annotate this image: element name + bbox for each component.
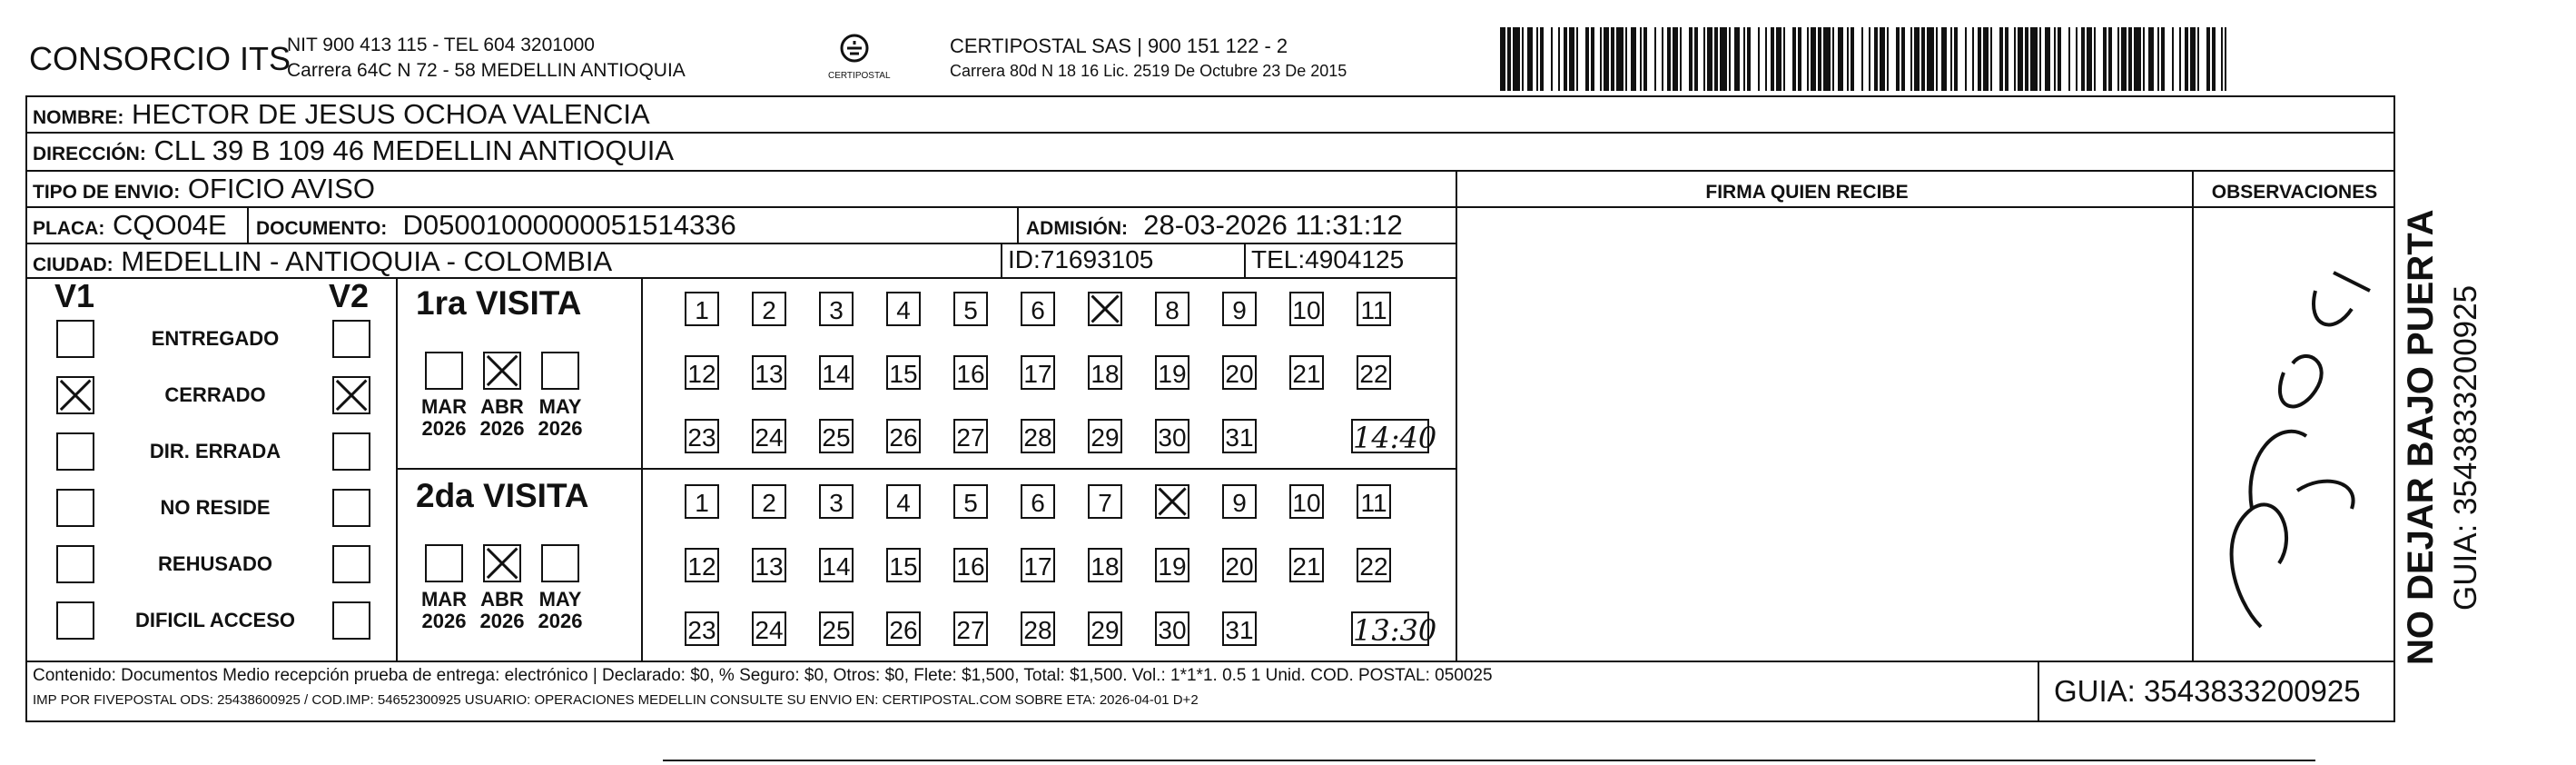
day-box[interactable]: 20 bbox=[1222, 355, 1257, 390]
day-box[interactable]: 17 bbox=[1021, 548, 1055, 582]
month-year: 2026 bbox=[421, 610, 467, 632]
day-box[interactable]: 20 bbox=[1222, 548, 1257, 582]
postal-info-line1: CERTIPOSTAL SAS | 900 151 122 - 2 bbox=[950, 35, 1288, 57]
v2-checkbox[interactable] bbox=[332, 489, 370, 527]
ciudad-value: MEDELLIN - ANTIOQUIA - COLOMBIA bbox=[121, 245, 613, 277]
day-box[interactable]: 17 bbox=[1021, 355, 1055, 390]
day-box[interactable]: 12 bbox=[685, 355, 719, 390]
day-box[interactable]: 23 bbox=[685, 611, 719, 646]
day-box[interactable] bbox=[1155, 484, 1189, 519]
month-checkbox[interactable] bbox=[425, 544, 463, 582]
tel-value: TEL:4904125 bbox=[1251, 245, 1405, 273]
ciudad-row bbox=[33, 245, 612, 278]
v2-checkbox[interactable] bbox=[332, 376, 370, 414]
postal-info-line2: Carrera 80d N 18 16 Lic. 2519 De Octubre 23 De 2015 bbox=[950, 62, 1347, 80]
month-year: 2026 bbox=[538, 610, 583, 632]
month-year: 2026 bbox=[538, 417, 583, 440]
tracking-barcode bbox=[1500, 27, 2226, 91]
day-box[interactable]: 21 bbox=[1289, 548, 1324, 582]
v1-checkbox[interactable] bbox=[56, 489, 94, 527]
day-box[interactable]: 11 bbox=[1357, 484, 1391, 519]
day-box[interactable] bbox=[1088, 292, 1122, 326]
placa-cell bbox=[33, 209, 227, 242]
month-label: MAR bbox=[420, 395, 468, 418]
day-box[interactable]: 1 bbox=[685, 292, 719, 326]
observaciones-header: OBSERVACIONES bbox=[2211, 182, 2378, 203]
day-box[interactable]: 29 bbox=[1088, 611, 1122, 646]
documento-label: DOCUMENTO: bbox=[256, 218, 388, 239]
status-label: NO RESIDE bbox=[160, 496, 271, 519]
day-box[interactable]: 24 bbox=[752, 419, 786, 453]
nombre-value: HECTOR DE JESUS OCHOA VALENCIA bbox=[131, 98, 650, 130]
day-box[interactable]: 29 bbox=[1088, 419, 1122, 453]
month-year: 2026 bbox=[479, 610, 525, 632]
day-box[interactable]: 28 bbox=[1021, 611, 1055, 646]
logo-caption: CERTIPOSTAL bbox=[828, 71, 891, 81]
day-box[interactable]: 31 bbox=[1222, 611, 1257, 646]
month-year: 2026 bbox=[421, 417, 467, 440]
day-box[interactable]: 26 bbox=[886, 419, 921, 453]
visit-time[interactable]: 14:40 bbox=[1353, 421, 1437, 455]
footer-guia: GUIA: 3543833200925 bbox=[2054, 674, 2361, 708]
recipient-signature bbox=[2197, 236, 2397, 654]
company-name: CONSORCIO ITS bbox=[29, 40, 291, 77]
day-box[interactable]: 16 bbox=[953, 548, 988, 582]
bottom-cut-line bbox=[663, 760, 2315, 761]
month-label: MAY bbox=[538, 395, 582, 418]
v2-checkbox[interactable] bbox=[332, 545, 370, 583]
observaciones-divider bbox=[2192, 170, 2194, 661]
day-box[interactable]: 4 bbox=[886, 292, 921, 326]
company-info-line1: NIT 900 413 115 - TEL 604 3201000 bbox=[287, 35, 595, 55]
v1-checkbox[interactable] bbox=[56, 432, 94, 471]
day-box[interactable]: 28 bbox=[1021, 419, 1055, 453]
day-box[interactable]: 22 bbox=[1357, 548, 1391, 582]
day-box[interactable]: 1 bbox=[685, 484, 719, 519]
day-box[interactable]: 16 bbox=[953, 355, 988, 390]
side-guia: GUIA: 3543833200925 bbox=[2448, 284, 2483, 611]
day-box[interactable]: 3 bbox=[819, 292, 854, 326]
company-info-line2: Carrera 64C N 72 - 58 MEDELLIN ANTIOQUIA bbox=[287, 60, 686, 81]
status-label: CERRADO bbox=[164, 383, 266, 406]
placa-value: CQO04E bbox=[112, 209, 227, 241]
v1-checkbox[interactable] bbox=[56, 320, 94, 358]
no-dejar-warning: NO DEJAR BAJO PUERTA bbox=[2401, 209, 2441, 665]
day-box[interactable]: 9 bbox=[1222, 292, 1257, 326]
day-box[interactable]: 15 bbox=[886, 548, 921, 582]
day-box[interactable]: 5 bbox=[953, 484, 988, 519]
day-box[interactable]: 13 bbox=[752, 355, 786, 390]
documento-value: D05001000000051514336 bbox=[402, 209, 736, 241]
day-box[interactable]: 22 bbox=[1357, 355, 1391, 390]
month-label: MAR bbox=[420, 588, 468, 611]
day-box[interactable]: 10 bbox=[1289, 292, 1324, 326]
day-box[interactable]: 2 bbox=[752, 484, 786, 519]
visit-time[interactable]: 13:30 bbox=[1353, 613, 1437, 648]
status-label: ENTREGADO bbox=[151, 327, 280, 350]
day-box[interactable]: 18 bbox=[1088, 548, 1122, 582]
day-box[interactable]: 14 bbox=[819, 355, 854, 390]
day-box[interactable]: 5 bbox=[953, 292, 988, 326]
day-box[interactable]: 4 bbox=[886, 484, 921, 519]
day-box[interactable]: 25 bbox=[819, 419, 854, 453]
status-label: DIR. ERRADA bbox=[149, 440, 281, 462]
v1-header: V1 bbox=[54, 277, 95, 314]
day-box[interactable]: 26 bbox=[886, 611, 921, 646]
day-box[interactable]: 13 bbox=[752, 548, 786, 582]
certipostal-logo-icon bbox=[832, 31, 877, 73]
day-box[interactable]: 3 bbox=[819, 484, 854, 519]
day-box[interactable]: 27 bbox=[953, 419, 988, 453]
day-box[interactable]: 2 bbox=[752, 292, 786, 326]
day-box[interactable]: 10 bbox=[1289, 484, 1324, 519]
day-box[interactable]: 23 bbox=[685, 419, 719, 453]
id-value: ID:71693105 bbox=[1008, 245, 1154, 273]
month-checkbox[interactable] bbox=[483, 352, 521, 390]
day-box[interactable]: 21 bbox=[1289, 355, 1324, 390]
day-box[interactable]: 31 bbox=[1222, 419, 1257, 453]
direccion-value: CLL 39 B 109 46 MEDELLIN ANTIOQUIA bbox=[153, 134, 675, 166]
direccion-row bbox=[33, 134, 674, 167]
day-box[interactable]: 18 bbox=[1088, 355, 1122, 390]
v2-checkbox[interactable] bbox=[332, 601, 370, 640]
v2-checkbox[interactable] bbox=[332, 432, 370, 471]
nombre-label: NOMBRE: bbox=[33, 107, 124, 128]
day-box[interactable]: 9 bbox=[1222, 484, 1257, 519]
visit-title: 2da VISITA bbox=[416, 477, 589, 514]
tipo-value: OFICIO AVISO bbox=[187, 173, 375, 204]
day-box[interactable]: 27 bbox=[953, 611, 988, 646]
month-checkbox[interactable] bbox=[483, 544, 521, 582]
day-box[interactable]: 14 bbox=[819, 548, 854, 582]
status-label: REHUSADO bbox=[158, 552, 272, 575]
day-box[interactable]: 11 bbox=[1357, 292, 1391, 326]
placa-label: PLACA: bbox=[33, 218, 105, 239]
day-box[interactable]: 30 bbox=[1155, 419, 1189, 453]
admision-label: ADMISIÓN: bbox=[1026, 218, 1128, 239]
day-box[interactable]: 8 bbox=[1155, 292, 1189, 326]
visit-title: 1ra VISITA bbox=[416, 284, 582, 322]
footer-imp-line: IMP POR FIVEPOSTAL ODS: 25438600925 / COD.IMP: 54652300925 USUARIO: OPERACIONES MEDELLIN CONSULTE SU ENVIO EN: CERTIPOSTAL.COM SOBRE ETA: 2026-04-01 D+2 bbox=[33, 692, 1199, 708]
day-box[interactable]: 12 bbox=[685, 548, 719, 582]
month-checkbox[interactable] bbox=[541, 544, 579, 582]
month-checkbox[interactable] bbox=[541, 352, 579, 390]
documento-cell bbox=[256, 209, 736, 242]
tipo-row bbox=[33, 173, 375, 205]
month-label: ABR bbox=[480, 588, 524, 611]
admision-cell bbox=[1026, 209, 1403, 242]
status-label: DIFICIL ACCESO bbox=[134, 609, 295, 631]
ciudad-label: CIUDAD: bbox=[33, 254, 114, 275]
day-box[interactable]: 24 bbox=[752, 611, 786, 646]
month-label: ABR bbox=[480, 395, 524, 418]
admision-value: 28-03-2026 11:31:12 bbox=[1143, 209, 1403, 241]
day-box[interactable]: 25 bbox=[819, 611, 854, 646]
nombre-row bbox=[33, 98, 650, 131]
firma-header: FIRMA QUIEN RECIBE bbox=[1705, 182, 1909, 203]
tipo-label: TIPO DE ENVIO: bbox=[33, 182, 181, 203]
direccion-label: DIRECCIÓN: bbox=[33, 144, 146, 164]
month-label: MAY bbox=[538, 588, 582, 611]
v1-checkbox[interactable] bbox=[56, 601, 94, 640]
firma-divider bbox=[1456, 170, 1457, 661]
day-box[interactable]: 15 bbox=[886, 355, 921, 390]
month-checkbox[interactable] bbox=[425, 352, 463, 390]
day-box[interactable]: 30 bbox=[1155, 611, 1189, 646]
v1-checkbox[interactable] bbox=[56, 545, 94, 583]
footer-content-line: Contenido: Documentos Medio recepción prueba de entrega: electrónico | Declarado: $0, % Seguro: $0, Otros: $0, Flete: $1,500, Total: $1,500. Vol.: 1*1*1. 0.5 1 Unid. COD. POSTAL: 050025 bbox=[33, 666, 1493, 685]
day-box[interactable]: 6 bbox=[1021, 292, 1055, 326]
day-box[interactable]: 6 bbox=[1021, 484, 1055, 519]
v1-checkbox[interactable] bbox=[56, 376, 94, 414]
v2-header: V2 bbox=[329, 277, 370, 314]
v2-checkbox[interactable] bbox=[332, 320, 370, 358]
day-box[interactable]: 7 bbox=[1088, 484, 1122, 519]
month-year: 2026 bbox=[479, 417, 525, 440]
day-box[interactable]: 19 bbox=[1155, 548, 1189, 582]
day-box[interactable]: 19 bbox=[1155, 355, 1189, 390]
